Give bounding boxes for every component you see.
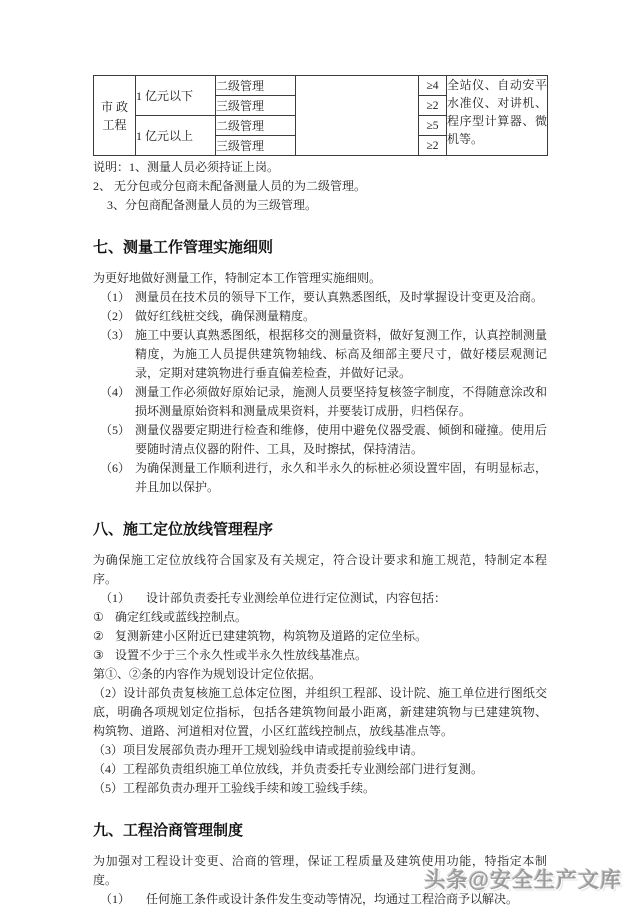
sub-list-item: [93, 627, 547, 646]
min-count-cell: ≥5: [419, 116, 447, 136]
category-line-1: 市 政: [100, 99, 128, 114]
item-text: 设计部负责委托专业测绘单位进行定位测试，内容包括：: [146, 591, 447, 605]
list-item: [93, 459, 547, 497]
list-item: [93, 589, 547, 608]
table-notes: [93, 158, 547, 215]
paragraph: （3）项目发展部负责办理开工规划验线申请或提前验线申请。: [93, 743, 424, 757]
amount-cell: 1 亿元以上: [136, 116, 216, 156]
section9-heading: 九、工程洽商管理制度: [93, 822, 244, 839]
circled-number: ③: [93, 648, 104, 662]
min-count-cell: ≥4: [419, 76, 447, 96]
item-number: （3）: [100, 328, 131, 342]
category-line-2: 工程: [102, 117, 127, 132]
item-number: （5）: [100, 423, 131, 437]
item-text: 测量仪器要定期进行检查和维修，使用中避免仪器受震、倾倒和碰撞。使用后要随时清点仪器的附件、工具，及时擦拭，保持清洁。: [135, 423, 547, 456]
item-number: （1）: [100, 290, 131, 304]
section8-body: [93, 551, 547, 798]
section7-intro: 为更好地做好测量工作，特制定本工作管理实施细则。: [93, 271, 382, 285]
list-item: [93, 307, 547, 326]
item-text: 任何施工条件或设计条件发生变动等情况，均通过工程洽商予以解决。: [146, 892, 519, 906]
list-item: [93, 421, 547, 459]
item-text: 施工中要认真熟悉图纸，根据移交的测量资料，做好复测工作，认真控制测量精度，为施工人员提供建筑物轴线、标高及细部主要尺寸，做好楼层观测记录，定期对建筑物进行垂直偏差检查，并做好记录。: [135, 328, 547, 380]
paragraph: （4）工程部负责组织施工单位放线，并负责委托专业测绘部门进行复测。: [93, 762, 484, 776]
circled-number: ②: [93, 629, 104, 643]
level-cell: 二级管理: [216, 116, 296, 136]
sub-list-item: [93, 646, 547, 665]
page-content: [93, 75, 547, 906]
list-item: [93, 383, 547, 421]
section9-intro: 为加强对工程设计变更、洽商的管理，保证工程质量及建筑使用功能，特指定本制度。: [93, 854, 547, 887]
paragraph: （2）设计部负责复核施工总体定位图，并组织工程部、设计院、施工单位进行图纸交底，明确各项规划定位指标，包括各建筑物间最小距离，新建建筑物与已建建筑物、构筑物、道路、河道相对位置，小区红蓝线控制点，放线基准点等。: [93, 686, 547, 738]
item-text: 确定红线或蓝线控制点。: [115, 610, 248, 624]
amount-cell: 1 亿元以下: [136, 76, 216, 116]
item-text: 为确保测量工作顺利进行，永久和半永久的标桩必须设置牢固，有明显标志，并且加以保护。: [135, 461, 547, 494]
level-cell: 三级管理: [216, 136, 296, 156]
item-text: 测量工作必须做好原始记录，施测人员要坚持复核签字制度，不得随意涂改和损坏测量原始资料和测量成果资料，并要装订成册，归档保存。: [135, 385, 547, 418]
level-cell: 二级管理: [216, 76, 296, 96]
item-text: 设置不少于三个永久性或半永久性放线基准点。: [115, 648, 368, 662]
blank-cell: [296, 76, 419, 156]
note-line-1: 说明：1、测量人员必须持证上岗。: [93, 160, 280, 174]
note-line-2: 2、 无分包或分包商未配备测量人员的为二级管理。: [93, 179, 367, 193]
note-line-3: 3、分包商配备测量人员的为三级管理。: [107, 198, 318, 212]
list-item: [93, 288, 547, 307]
section7-body: [93, 269, 547, 497]
level-cell: 三级管理: [216, 96, 296, 116]
category-cell: [94, 76, 136, 156]
item-number: （2）: [100, 309, 131, 323]
list-item: [93, 326, 547, 383]
item-number: （1）: [100, 591, 131, 605]
paragraph: （5）工程部负责办理开工验线手续和竣工验线手续。: [93, 781, 376, 795]
table-row: [94, 76, 548, 96]
min-count-cell: ≥2: [419, 136, 447, 156]
measurement-grade-table: [93, 75, 548, 156]
item-number: （1）: [100, 892, 131, 906]
item-number: （6）: [100, 461, 131, 475]
watermark-text: 头条@安全生产文库: [424, 869, 622, 892]
section8-heading: 八、施工定位放线管理程序: [93, 521, 274, 538]
section8-intro: 为确保施工定位放线符合国家及有关规定，符合设计要求和施工规范，特制定本程序。: [93, 553, 547, 586]
item-text: 做好红线桩交线，确保测量精度。: [135, 309, 316, 323]
min-count-cell: ≥2: [419, 96, 447, 116]
item-number: （4）: [100, 385, 131, 399]
equipment-cell: 全站仪、自动安平水准仪、对讲机、程序型计算器、微机等。: [447, 76, 548, 156]
circled-number: ①: [93, 610, 104, 624]
item-text: 测量员在技术员的领导下工作，要认真熟悉图纸，及时掌握设计变更及洽商。: [135, 290, 544, 304]
basis-note: 第①、②条的内容作为规划设计定位依据。: [93, 667, 322, 681]
item-text: 复测新建小区附近已建建筑物，构筑物及道路的定位坐标。: [115, 629, 428, 643]
section7-heading: 七、测量工作管理实施细则: [93, 239, 274, 256]
sub-list-item: [93, 608, 547, 627]
